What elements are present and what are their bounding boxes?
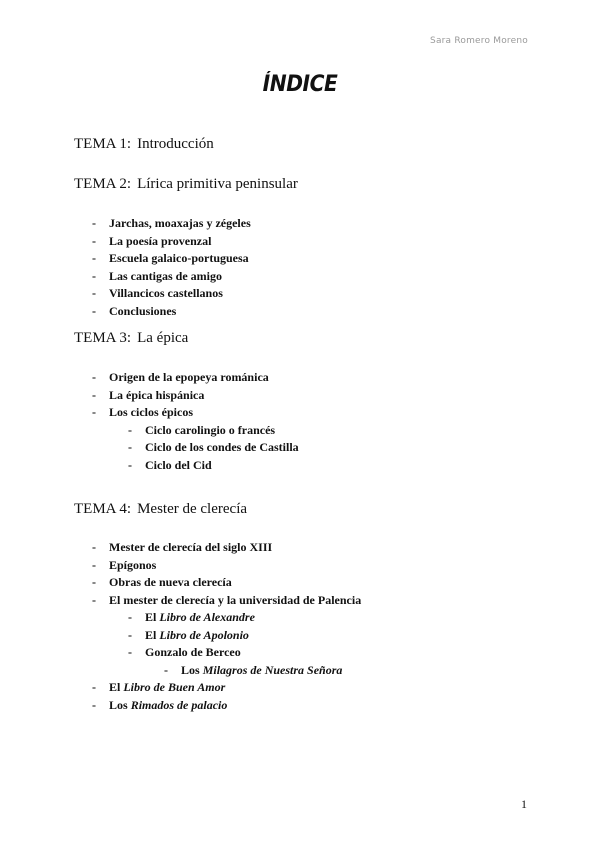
bullet-dash: - <box>92 387 96 402</box>
bullet-dash: - <box>92 216 96 230</box>
bullet-dash: - <box>92 405 96 419</box>
book-title-italic: Libro de Alexandre <box>159 610 255 624</box>
list-item-text: Obras de nueva clerecía <box>109 575 232 589</box>
list-item-text: Escuela galaico-portuguesa <box>109 251 249 265</box>
list-item-text: Epígonos <box>109 557 157 572</box>
page-number: 1 <box>521 797 527 811</box>
book-title-italic: Libro de Buen Amor <box>123 680 226 694</box>
bullet-dash: - <box>128 457 132 472</box>
list-item-prefix: El <box>145 627 157 642</box>
header-author: Sara Romero Moreno <box>430 36 528 46</box>
tema-3-heading <box>74 330 188 347</box>
bullet-dash: - <box>128 422 132 437</box>
tema-label: TEMA 4: <box>74 501 132 517</box>
list-item-prefix: El <box>109 680 121 694</box>
list-item-text: Ciclo de los condes de Castilla <box>145 440 299 454</box>
tema-title: Lírica primitiva peninsular <box>137 176 298 192</box>
list-item-text: Ciclo del Cid <box>145 457 212 472</box>
bullet-dash: - <box>92 557 96 572</box>
tema-label: TEMA 2: <box>74 176 132 192</box>
bullet-dash: - <box>92 592 96 607</box>
list-item-text <box>181 662 342 680</box>
bullet-dash: - <box>92 286 96 300</box>
bullet-dash: - <box>92 268 96 283</box>
bullet-dash: - <box>92 251 96 265</box>
bullet-dash: - <box>128 645 132 659</box>
list-item-text: Origen de la epopeya románica <box>109 370 269 384</box>
list-item-prefix: El <box>145 610 157 624</box>
bullet-dash: - <box>92 370 96 384</box>
list-item-text <box>109 697 227 715</box>
list-item-text: El mester de clerecía y la universidad de Palencia <box>109 592 362 607</box>
bullet-dash: - <box>92 233 96 248</box>
list-item-text <box>109 679 225 697</box>
list-item-prefix: Los <box>109 697 128 712</box>
list-item-text <box>145 609 255 627</box>
list-item-text: Conclusiones <box>109 303 177 318</box>
list-item-text: La épica hispánica <box>109 387 205 402</box>
tema-title: Mester de clerecía <box>137 501 248 517</box>
tema-title: La épica <box>137 330 189 346</box>
list-item-text <box>145 627 249 645</box>
bullet-dash: - <box>128 440 132 454</box>
tema-1-heading <box>74 136 214 153</box>
bullet-dash: - <box>92 303 96 318</box>
bullet-dash: - <box>92 697 96 712</box>
book-title-italic: Milagros de Nuestra Señora <box>202 662 343 677</box>
list-item-text: Villancicos castellanos <box>109 286 223 300</box>
list-item-text: Ciclo carolingio o francés <box>145 422 276 437</box>
list-item-text: Jarchas, moaxajas y zégeles <box>109 216 251 230</box>
list-item-text: Los ciclos épicos <box>109 405 193 419</box>
list-item-text: La poesía provenzal <box>109 233 212 248</box>
tema-label: TEMA 1: <box>74 136 132 152</box>
bullet-dash: - <box>128 610 132 624</box>
list-item-text: Gonzalo de Berceo <box>145 645 241 659</box>
list-item-text: Mester de clerecía del siglo XIII <box>109 540 273 554</box>
bullet-dash: - <box>92 540 96 554</box>
tema-label: TEMA 3: <box>74 330 132 346</box>
tema-2-heading <box>74 176 298 193</box>
tema-4-heading <box>74 501 247 518</box>
page-title: ÍNDICE <box>262 72 338 97</box>
bullet-dash: - <box>92 575 96 589</box>
list-item-text: Las cantigas de amigo <box>109 268 223 283</box>
list-item-prefix: Los <box>181 662 200 677</box>
bullet-dash: - <box>164 662 168 677</box>
book-title-italic: Libro de Apolonio <box>159 627 249 642</box>
bullet-dash: - <box>92 680 96 694</box>
book-title-italic: Rimados de palacio <box>130 697 228 712</box>
bullet-dash: - <box>128 627 132 642</box>
tema-title: Introducción <box>137 136 214 152</box>
